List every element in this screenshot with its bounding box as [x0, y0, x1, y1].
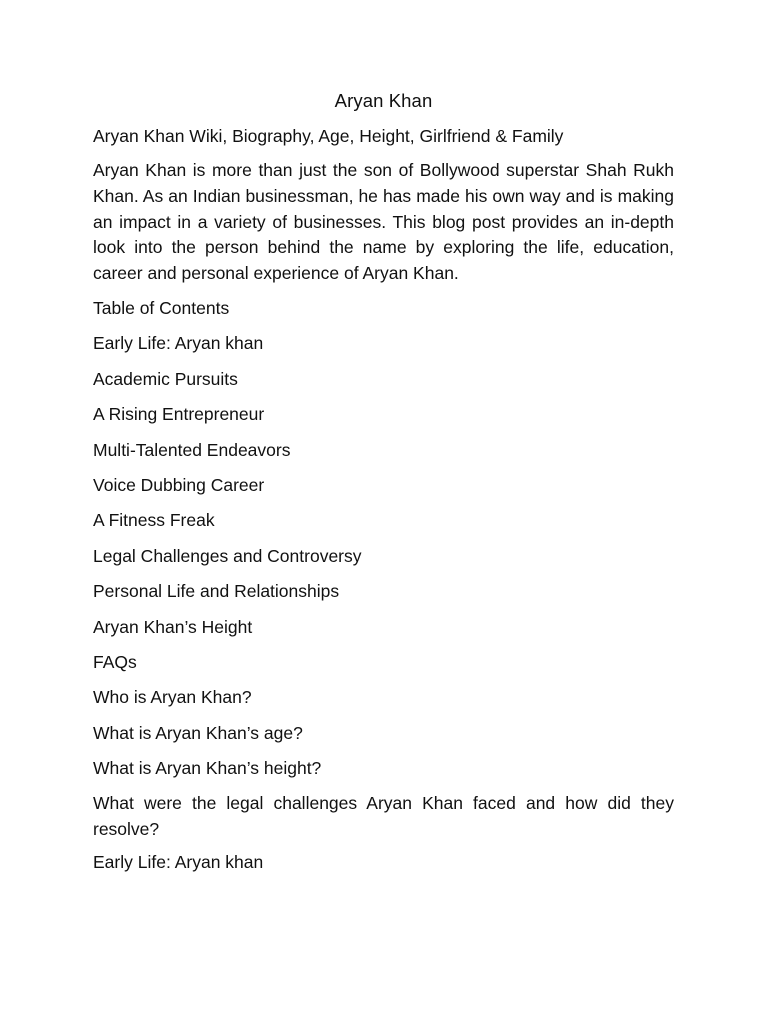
- toc-item: Personal Life and Relationships: [93, 581, 340, 602]
- toc-item: Legal Challenges and Controversy: [93, 545, 362, 566]
- toc-item: Voice Dubbing Career: [93, 474, 265, 495]
- section-heading: Early Life: Aryan khan: [93, 852, 264, 873]
- intro-paragraph: Aryan Khan is more than just the son of Bollywood superstar Shah Rukh Khan. As an Indian businessman, he has made his own way and is making an impact in a variety of businesses. This blog post provides an in-depth look into the person behind the name by exploring the life, education, career and personal experience of Aryan Khan.: [93, 160, 674, 284]
- toc-item: Multi-Talented Endeavors: [93, 439, 291, 460]
- toc-item: A Fitness Freak: [93, 510, 215, 531]
- toc-item: Who is Aryan Khan?: [93, 687, 252, 708]
- document-subtitle: Aryan Khan Wiki, Biography, Age, Height, Girlfriend & Family: [93, 126, 564, 146]
- toc-heading: Table of Contents: [93, 297, 230, 318]
- toc-list: [93, 331, 674, 842]
- toc-item: What is Aryan Khan’s age?: [93, 722, 303, 743]
- toc-item: Early Life: Aryan khan: [93, 333, 264, 354]
- toc-item: FAQs: [93, 651, 137, 672]
- toc-item: Aryan Khan’s Height: [93, 616, 253, 637]
- toc-item: What were the legal challenges Aryan Khan faced and how did they resolve?: [93, 793, 674, 839]
- document-title: Aryan Khan: [334, 90, 433, 111]
- toc-item: A Rising Entrepreneur: [93, 404, 265, 425]
- toc-item: What is Aryan Khan’s height?: [93, 758, 322, 779]
- document-page: [93, 88, 674, 886]
- toc-item: Academic Pursuits: [93, 368, 238, 389]
